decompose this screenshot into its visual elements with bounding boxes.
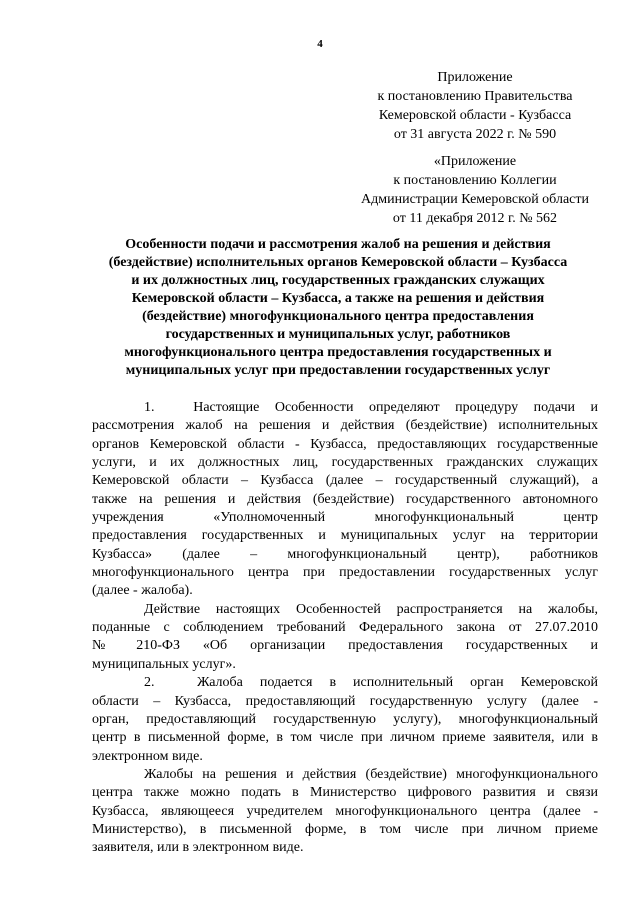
paragraph-2-line: муниципальных услуг». xyxy=(92,656,236,672)
title-line: Кемеровской области – Кузбасса, а также на решения и действия xyxy=(131,291,545,306)
appendix-header-government xyxy=(330,68,620,144)
appendix-line: от 11 декабря 2012 г. № 562 xyxy=(392,211,558,226)
paragraph-2-line: № 210-ФЗ «Об организации предоставления государственных и xyxy=(92,638,598,654)
appendix-line: к постановлению Правительства xyxy=(377,89,573,104)
paragraph-1-line: (далее - жалоба). xyxy=(92,583,193,599)
paragraph-1-line: учреждения «Уполномоченный многофункциональный центр xyxy=(92,510,598,526)
paragraph-4-line: Кузбасса, являющееся учредителем многофункционального центра (далее - xyxy=(92,803,598,819)
document-body xyxy=(92,399,598,858)
paragraph-1-line: также на решения и действия (бездействие) государственного автономного xyxy=(92,491,598,507)
paragraph-3-line: центр в письменной форме, в том числе при личном приеме заявителя, или в xyxy=(92,730,598,746)
paragraph-3-line: электронном виде. xyxy=(92,748,203,764)
paragraph-4-line: центра также можно подать в Министерство цифрового развития и связи xyxy=(92,785,598,801)
paragraph-4-line: Министерство), в письменной форме, в том числе при личном приеме xyxy=(92,821,598,837)
paragraph-1-line: предоставления государственных и муниципальных услуг на территории xyxy=(92,528,598,544)
paragraph-1-line: Кузбасса» (далее – многофункциональный центр), работников xyxy=(92,546,598,562)
paragraph-1-line: органов Кемеровской области - Кузбасса, предоставляющих государственные xyxy=(92,436,598,452)
title-line: государственных и муниципальных услуг, работников xyxy=(165,327,511,342)
paragraph-3-line: 2. Жалоба подается в исполнительный орган Кемеровской xyxy=(144,675,598,691)
title-line: Особенности подачи и рассмотрения жалоб на решения и действия xyxy=(125,237,551,252)
paragraph-1-line: многофункционального центра при предоставлении государственных услуг xyxy=(92,565,598,581)
page-number: 4 xyxy=(317,38,323,50)
paragraph-3-line: области – Кузбасса, предоставляющий государственную услугу (далее - xyxy=(92,693,598,709)
paragraph-1-line: Кемеровской области – Кузбасса (далее – государственный служащий), а xyxy=(92,473,598,489)
paragraph-4-line: заявителя, или в электронном виде. xyxy=(92,840,304,856)
paragraph-4-line: Жалобы на решения и действия (бездействие) многофункционального xyxy=(144,766,598,782)
paragraph-1-line: услуги, и их должностных лиц, государственных гражданских служащих xyxy=(92,455,598,471)
appendix-line: к постановлению Коллегии xyxy=(393,173,557,188)
title-line: многофункционального центра предоставления государственных и xyxy=(124,345,552,360)
appendix-line: Кемеровской области - Кузбасса xyxy=(378,108,572,123)
appendix-line: Администрации Кемеровской области xyxy=(361,192,589,207)
appendix-line: от 31 августа 2022 г. № 590 xyxy=(393,127,557,142)
appendix-line: «Приложение xyxy=(433,154,517,169)
paragraph-2-line: поданные с соблюдением требований Федерального закона от 27.07.2010 xyxy=(92,620,598,636)
appendix-line: Приложение xyxy=(437,70,513,85)
title-line: и их должностных лиц, государственных гражданских служащих xyxy=(131,273,545,288)
paragraph-1-line: рассмотрения жалоб на решения и действия (бездействие) исполнительных xyxy=(92,418,598,434)
title-line: (бездействие) исполнительных органов Кемеровской области – Кузбасса xyxy=(108,255,568,270)
title-line: (бездействие) многофункционального центра предоставления xyxy=(142,309,534,324)
paragraph-1-line: 1. Настоящие Особенности определяют процедуру подачи и xyxy=(144,400,598,415)
document-title xyxy=(78,236,598,380)
appendix-header-collegium xyxy=(330,152,620,228)
paragraph-3-line: орган, предоставляющий государственную услугу), многофункциональный xyxy=(92,711,598,727)
paragraph-2-line: Действие настоящих Особенностей распространяется на жалобы, xyxy=(144,601,598,617)
title-line: муниципальных услуг при предоставлении государственных услуг xyxy=(125,363,551,378)
